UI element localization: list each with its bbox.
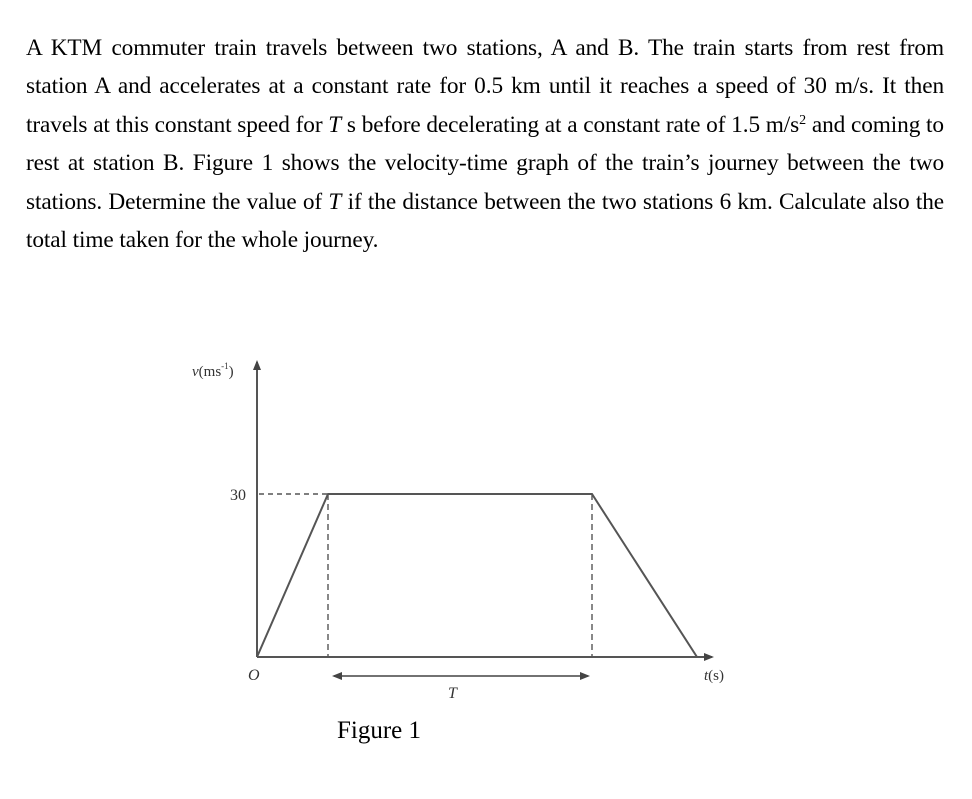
y-axis-label: $v(ms^{-1})$ [192,361,234,380]
velocity-line [257,494,697,657]
tick-label-30: 30 [230,487,246,504]
question-paragraph: A KTM commuter train travels between two stations, A and B. The train starts from rest from station A and accelerates at a constant rate for 0.5 km until it reaches a speed of 30 m/s. It then travels at this constant speed for T s before decelerating at a constant rate of 1.5 $m/s^2$ and coming to rest at station B. Figure 1 shows the velocity-time graph of the train’s journey between the two stations. Determine the value of T if the distance between the two stations 6 km. Calculate also the total time taken for the whole journey. [26,35,944,254]
x-axis-label: t(s) [704,668,724,684]
superscript-2: 2 [799,112,807,128]
variable-T: T [328,188,342,215]
interval-label-T: T [448,685,457,702]
question-text [26,29,944,259]
variable-T: T [328,111,342,138]
origin-label: O [248,667,260,684]
figure-caption: Figure 1 [337,717,422,744]
